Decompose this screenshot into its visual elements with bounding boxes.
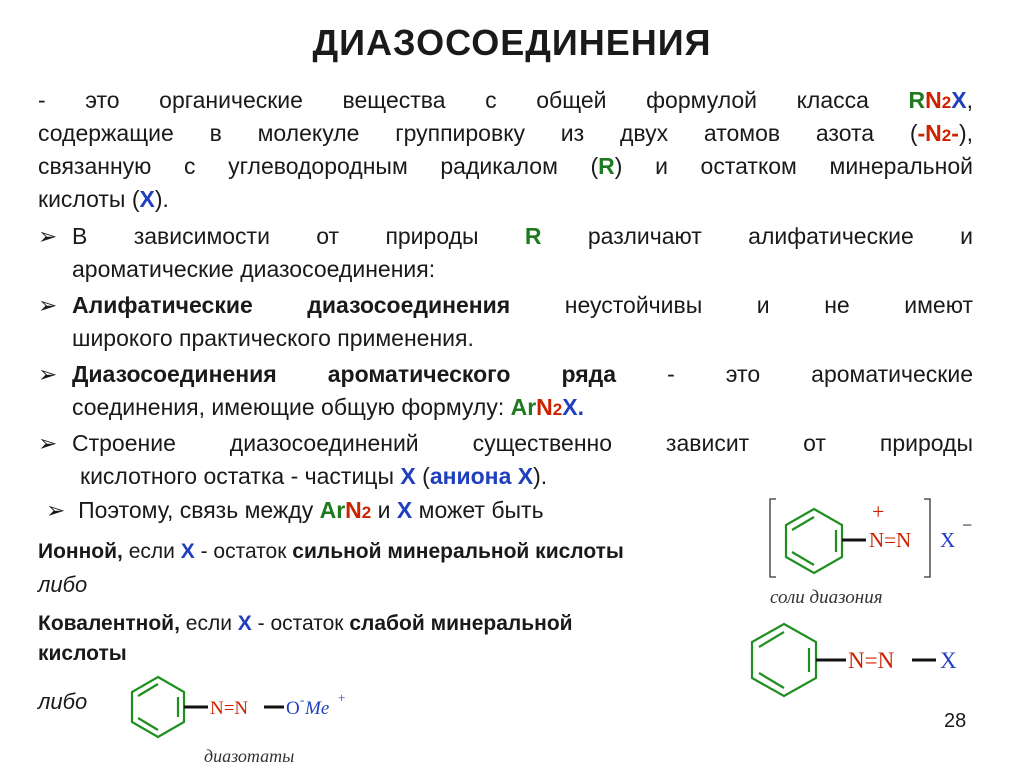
definition-text: связанную с углеводородным радикалом ( xyxy=(38,153,599,179)
right-bracket xyxy=(924,499,930,577)
diazo-group: N=N xyxy=(869,528,912,552)
bullet-text: Строение диазосоединений существенно зависит от природы xyxy=(72,430,973,456)
left-bracket xyxy=(770,499,776,577)
covalent-bold-text: слабой минеральной xyxy=(349,612,573,635)
formula-x: X xyxy=(400,463,416,489)
covalent-label: Ковалентной, xyxy=(38,612,180,635)
definition-text: ), xyxy=(958,120,973,146)
bullet-2-line-2 xyxy=(38,322,1007,355)
definition-line-4 xyxy=(38,183,973,216)
benzene-ring xyxy=(752,624,816,696)
bullet-text: соединения, имеющие общую формулу: xyxy=(72,394,511,420)
bullet-4-line-2 xyxy=(38,460,1015,493)
minus-charge: - xyxy=(300,692,305,707)
oxygen: O xyxy=(286,698,300,719)
bullet-5 xyxy=(46,494,666,529)
formula-x: X xyxy=(951,87,967,113)
bullet-1-line-1 xyxy=(38,220,973,253)
diazo-group: N=N xyxy=(210,698,249,719)
bullet-bold-text: Алифатические диазосоединения xyxy=(72,292,511,318)
bullet-text: ( xyxy=(415,463,430,489)
anion-x: X xyxy=(940,528,956,552)
period: . xyxy=(577,394,584,420)
plus-charge: + xyxy=(338,690,346,705)
formula-2: 2 xyxy=(941,126,952,145)
formula-ar: Ar xyxy=(319,497,346,523)
bullet-2-line-1 xyxy=(38,289,973,322)
benzene-ring xyxy=(132,677,184,737)
page-title: ДИАЗОСОЕДИНЕНИЯ xyxy=(312,22,712,63)
formula-dash: - xyxy=(951,120,959,146)
substituent-x: X xyxy=(940,648,957,673)
definition-text: содержащие в молекуле группировку из двух атомов азота ( xyxy=(38,120,918,146)
formula-x: X xyxy=(237,612,252,635)
anion-x: аниона X xyxy=(429,463,534,489)
bullet-text: В зависимости от природы xyxy=(72,223,525,249)
ionic-line xyxy=(38,537,758,567)
page-number: 28 xyxy=(944,710,967,732)
libo-2: либо xyxy=(38,689,88,714)
diazonium-salt-structure xyxy=(762,495,1012,611)
bullet-text: ). xyxy=(533,463,548,489)
diazotate-structure xyxy=(124,672,364,767)
bullet-text: кислотного остатка - частицы xyxy=(80,463,401,489)
bullet-text: неустойчивы и не имеют xyxy=(510,292,973,318)
plus-charge: + xyxy=(872,499,885,524)
covalent-line-1 xyxy=(38,609,718,639)
formula-r: R xyxy=(524,223,542,249)
formula-x: X xyxy=(180,540,195,563)
formula-n: -N xyxy=(917,120,942,146)
covalent-bold-text: кислоты xyxy=(38,642,127,665)
formula-n: N xyxy=(345,497,362,523)
diazonium-caption: соли диазония xyxy=(770,587,883,608)
formula-x: X xyxy=(139,186,155,212)
bullet-1-line-2 xyxy=(38,253,1007,286)
formula-r: R xyxy=(598,153,615,179)
bullet-3-line-1 xyxy=(38,358,973,391)
formula-n: N xyxy=(536,394,553,420)
bullet-text: и xyxy=(371,497,397,523)
metal-me: Me xyxy=(305,698,330,719)
bullet-3-line-2 xyxy=(38,391,1007,426)
bullet-text: Поэтому, связь между xyxy=(78,497,320,523)
ionic-text: - остаток xyxy=(194,540,293,563)
formula-ar: Ar xyxy=(510,394,537,420)
bullet-text: широкого практического применения. xyxy=(72,325,474,351)
formula-r: R xyxy=(908,87,926,113)
formula-2: 2 xyxy=(552,400,563,419)
definition-text: ) и остатком минеральной xyxy=(614,153,973,179)
diazotate-caption: диазотаты xyxy=(204,746,295,766)
bullet-text: может быть xyxy=(412,497,544,523)
benzene-ring xyxy=(786,509,842,573)
bullet-text: ароматические диазосоединения: xyxy=(72,256,436,282)
formula-x: X xyxy=(396,497,413,523)
formula-x: X xyxy=(562,394,578,420)
formula-n: N xyxy=(925,87,942,113)
bullet-bold-text: Диазосоединения ароматического ряда xyxy=(72,361,617,387)
comma: , xyxy=(966,87,973,113)
covalent-text: - остаток xyxy=(251,612,350,635)
ionic-label: Ионной, xyxy=(38,540,123,563)
azo-covalent-structure xyxy=(738,618,978,702)
arrow-bullet-icon: ➢ xyxy=(38,223,58,249)
arrow-bullet-icon: ➢ xyxy=(38,361,58,387)
definition-line-1 xyxy=(38,84,973,119)
minus-charge: − xyxy=(962,515,973,535)
ionic-bold-text: сильной минеральной кислоты xyxy=(292,540,624,563)
libo-1: либо xyxy=(38,572,88,597)
arrow-bullet-icon: ➢ xyxy=(46,497,66,523)
diazo-group: N=N xyxy=(848,648,895,673)
formula-2: 2 xyxy=(941,93,952,112)
arrow-bullet-icon: ➢ xyxy=(38,292,58,318)
bullet-text: - это ароматические xyxy=(616,361,973,387)
bullet-text: различают алифатические и xyxy=(541,223,973,249)
definition-text: ). xyxy=(154,186,169,212)
arrow-bullet-icon: ➢ xyxy=(38,430,58,456)
definition-text: - это органические вещества с общей формулой класса xyxy=(38,87,909,113)
definition-line-2 xyxy=(38,117,973,152)
bullet-4-line-1 xyxy=(38,427,973,460)
formula-2: 2 xyxy=(361,503,372,522)
ionic-text: если xyxy=(122,540,181,563)
definition-text: кислоты ( xyxy=(38,186,140,212)
covalent-text: если xyxy=(179,612,238,635)
definition-line-3 xyxy=(38,150,973,183)
